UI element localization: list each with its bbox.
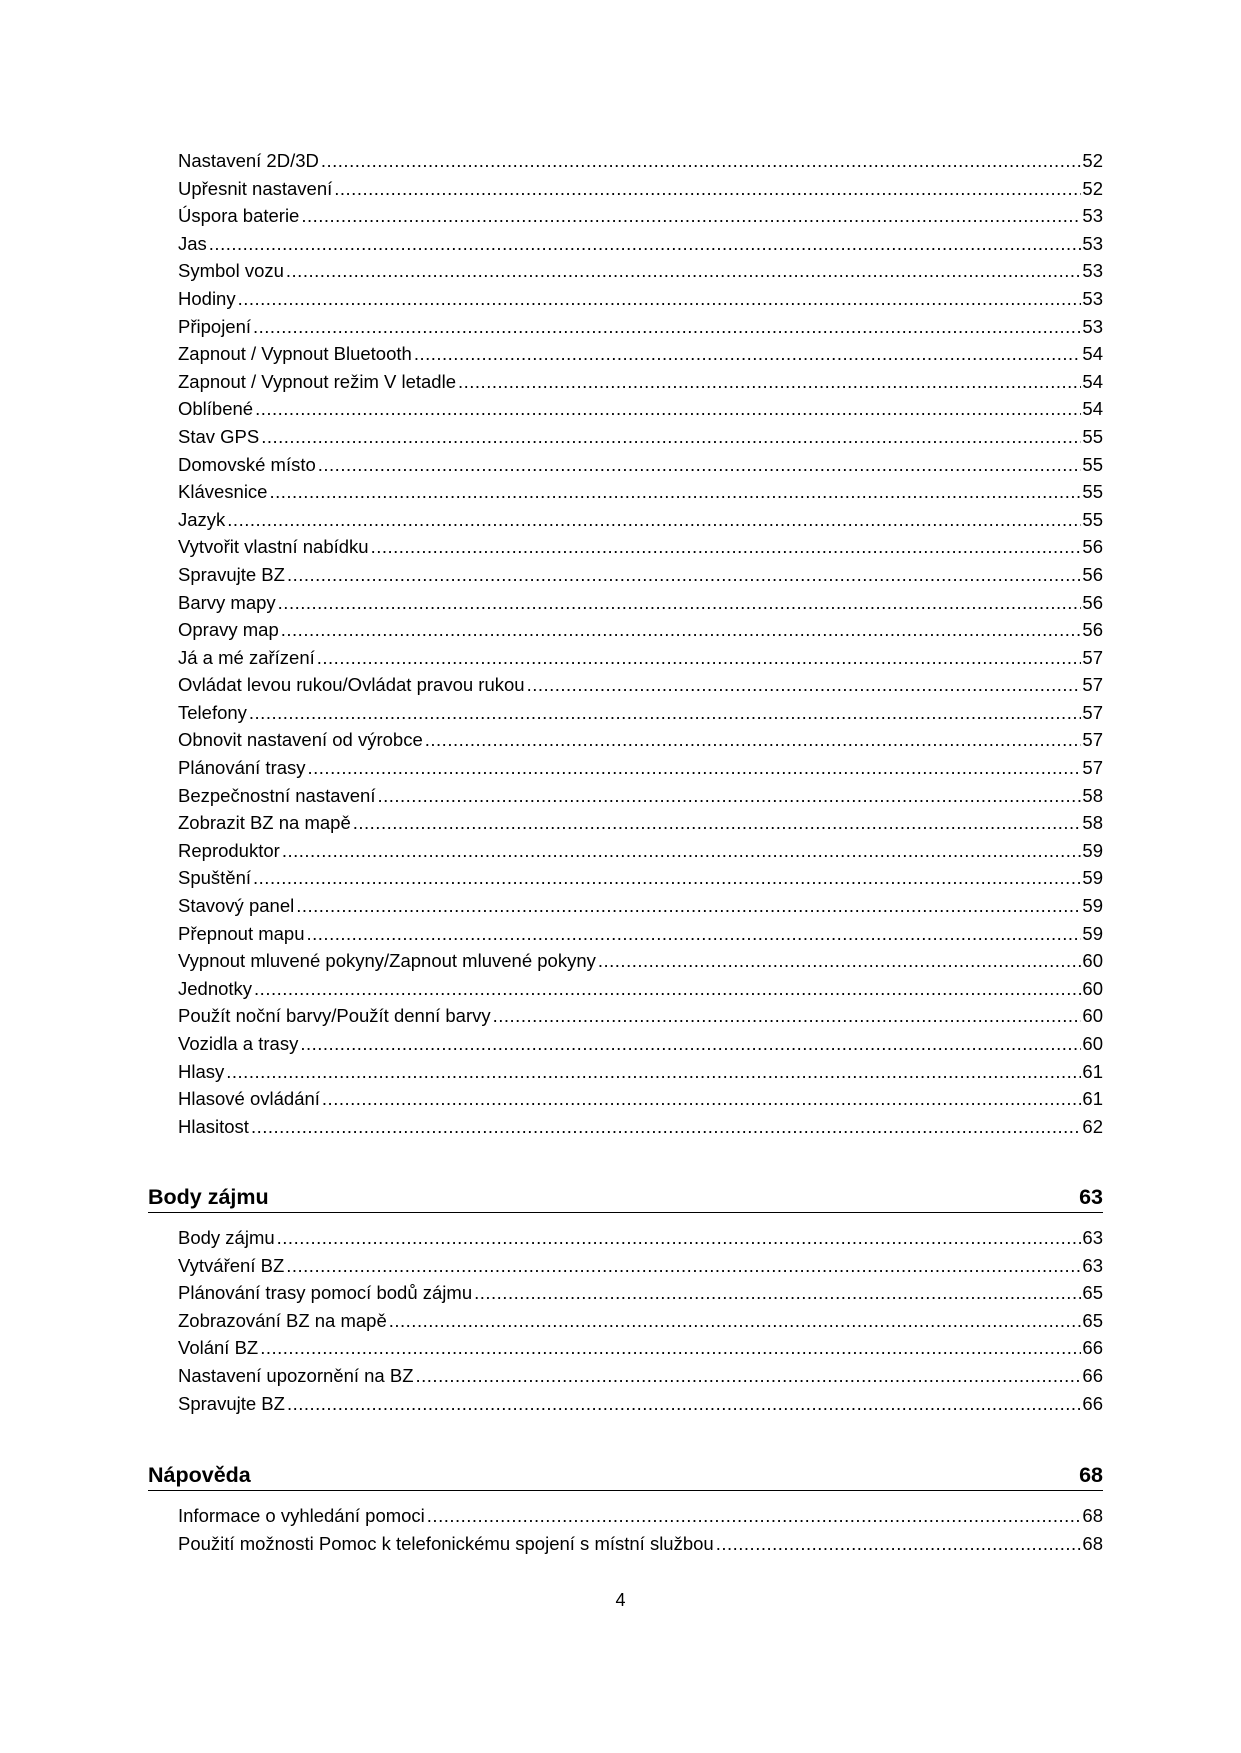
toc-entry-page: 57 [1082, 729, 1103, 751]
toc-entry-page: 56 [1082, 591, 1103, 613]
toc-entry[interactable] [178, 1307, 1103, 1335]
toc-entry[interactable] [178, 1224, 1103, 1252]
toc-entry-page: 57 [1082, 674, 1103, 696]
toc-entry-title: Bezpečnostní nastavení [178, 784, 376, 806]
dot-leader [286, 1252, 1081, 1280]
dot-leader [251, 1113, 1081, 1141]
toc-entry-page: 57 [1082, 646, 1103, 668]
toc-entry[interactable] [178, 175, 1103, 203]
toc-entry[interactable] [178, 671, 1103, 699]
toc-entry-page: 60 [1082, 950, 1103, 972]
toc-entry[interactable] [178, 1530, 1103, 1558]
toc-entry[interactable] [178, 1334, 1103, 1362]
dot-leader [278, 589, 1082, 617]
toc-entry-page: 53 [1082, 287, 1103, 309]
toc-entry-title: Body zájmu [178, 1227, 275, 1248]
dot-leader [414, 340, 1082, 368]
toc-entry[interactable] [178, 1279, 1103, 1307]
toc-entry[interactable] [178, 589, 1103, 617]
dot-leader [261, 423, 1081, 451]
toc-entry[interactable] [178, 1390, 1103, 1418]
toc-entry[interactable] [178, 754, 1103, 782]
section-heading-title: Nápověda [148, 1463, 251, 1487]
toc-entry-page: 59 [1082, 922, 1103, 944]
dot-leader [277, 1224, 1082, 1252]
toc-entry[interactable] [178, 340, 1103, 368]
toc-entry[interactable] [178, 1362, 1103, 1390]
toc-entry[interactable] [178, 1085, 1103, 1113]
toc-entry[interactable] [178, 561, 1103, 589]
toc-entry-page: 61 [1082, 1088, 1103, 1110]
toc-entry-title: Stav GPS [178, 425, 260, 447]
toc-entry-page: 52 [1082, 150, 1103, 171]
toc-entry-title: Spravujte BZ [178, 563, 285, 585]
dot-leader [318, 451, 1082, 479]
toc-entry[interactable] [178, 1030, 1103, 1058]
dot-leader [253, 313, 1081, 341]
toc-entry-title: Já a mé zařízení [178, 646, 315, 668]
toc-entry-page: 57 [1082, 757, 1103, 779]
toc-entry-page: 55 [1082, 453, 1103, 475]
toc-entry[interactable] [178, 892, 1103, 920]
dot-leader [308, 754, 1082, 782]
section-heading [148, 1453, 1103, 1491]
toc-entry-title: Plánování trasy [178, 757, 306, 779]
dot-leader [371, 533, 1082, 561]
dot-leader [321, 147, 1082, 175]
toc-entry-page: 65 [1082, 1282, 1103, 1304]
toc-entry-title: Klávesnice [178, 481, 268, 503]
toc-entry-page: 53 [1082, 260, 1103, 282]
toc-entry-title: Volání BZ [178, 1337, 259, 1359]
toc-entry-page: 55 [1082, 425, 1103, 447]
toc-entry-page: 66 [1082, 1337, 1103, 1359]
toc-entry-page: 55 [1082, 508, 1103, 530]
toc-entry-title: Telefony [178, 701, 247, 723]
toc-entry-page: 55 [1082, 481, 1103, 503]
toc-entry-page: 56 [1082, 536, 1103, 558]
toc-entry[interactable] [178, 947, 1103, 975]
toc-entry-title: Oblíbené [178, 398, 254, 420]
section-heading [148, 1175, 1103, 1213]
dot-leader [296, 892, 1081, 920]
dot-leader [281, 616, 1082, 644]
toc-entry[interactable] [178, 257, 1103, 285]
section-heading-title: Body zájmu [148, 1185, 269, 1209]
dot-leader [287, 1390, 1081, 1418]
toc-entry-title: Vypnout mluvené pokyny/Zapnout mluvené pokyny [178, 950, 596, 972]
toc-entry-title: Barvy mapy [178, 591, 276, 613]
toc-entry-page: 66 [1082, 1392, 1103, 1414]
dot-leader [260, 1334, 1081, 1362]
toc-entry-title: Hlasové ovládání [178, 1088, 320, 1110]
toc-entry[interactable] [178, 147, 1103, 175]
dot-leader [317, 644, 1082, 672]
toc-entry[interactable] [178, 478, 1103, 506]
dot-leader [458, 368, 1081, 396]
dot-leader [427, 1502, 1082, 1530]
toc-entry-title: Zobrazit BZ na mapě [178, 812, 351, 834]
toc-entry-title: Jas [178, 232, 207, 254]
dot-leader [389, 1307, 1082, 1335]
toc-entry-page: 58 [1082, 812, 1103, 834]
toc-entry-page: 53 [1082, 205, 1103, 227]
toc-entry-title: Zobrazování BZ na mapě [178, 1309, 387, 1331]
dot-leader [300, 1030, 1081, 1058]
dot-leader [527, 671, 1082, 699]
toc-list-top [178, 147, 1103, 1140]
toc-entry-page: 60 [1082, 977, 1103, 999]
toc-entry[interactable] [178, 202, 1103, 230]
toc-entry[interactable] [178, 837, 1103, 865]
toc-entry-page: 57 [1082, 701, 1103, 723]
toc-entry-title: Reproduktor [178, 839, 280, 861]
toc-entry-page: 59 [1082, 895, 1103, 917]
toc-entry[interactable] [178, 285, 1103, 313]
dot-leader [238, 285, 1082, 313]
toc-entry[interactable] [178, 864, 1103, 892]
toc-entry-title: Vozidla a trasy [178, 1033, 299, 1054]
dot-leader [716, 1530, 1082, 1558]
dot-leader [249, 699, 1082, 727]
dot-leader [254, 975, 1081, 1003]
toc-entry-title: Spuštění [178, 867, 252, 889]
section-heading-page: 68 [1079, 1463, 1103, 1487]
dot-leader [227, 506, 1081, 534]
dot-leader [253, 864, 1081, 892]
toc-entry-page: 59 [1082, 867, 1103, 889]
dot-leader [474, 1279, 1081, 1307]
toc-entry[interactable] [178, 368, 1103, 396]
toc-list-section [178, 1502, 1103, 1557]
toc-entry-title: Ovládat levou rukou/Ovládat pravou rukou [178, 674, 525, 696]
dot-leader [334, 175, 1081, 203]
toc-entry[interactable] [178, 1502, 1103, 1530]
toc-entry-title: Plánování trasy pomocí bodů zájmu [178, 1282, 473, 1304]
toc-entry[interactable] [178, 423, 1103, 451]
toc-entry-title: Domovské místo [178, 453, 316, 475]
toc-entry-title: Použití možnosti Pomoc k telefonickému spojení s místní službou [178, 1532, 714, 1554]
dot-leader [353, 809, 1082, 837]
toc-entry[interactable] [178, 533, 1103, 561]
dot-leader [416, 1362, 1082, 1390]
toc-entry-page: 66 [1082, 1364, 1103, 1386]
toc-entry-page: 56 [1082, 563, 1103, 585]
toc-entry-title: Jazyk [178, 508, 226, 530]
toc-entry-page: 56 [1082, 619, 1103, 641]
toc-entry-page: 65 [1082, 1309, 1103, 1331]
toc-entry[interactable] [178, 809, 1103, 837]
toc-entry[interactable] [178, 1002, 1103, 1030]
toc-entry-title: Vytváření BZ [178, 1254, 285, 1276]
toc-entry-title: Symbol vozu [178, 260, 284, 282]
toc-entry-page: 53 [1082, 232, 1103, 254]
toc-entry-title: Spravujte BZ [178, 1392, 285, 1414]
toc-entry-title: Upřesnit nastavení [178, 177, 333, 199]
toc-entry[interactable] [178, 1058, 1103, 1086]
dot-leader [282, 837, 1082, 865]
page-number: 4 [615, 1590, 626, 1610]
toc-entry-page: 63 [1082, 1254, 1103, 1276]
dot-leader [209, 230, 1082, 258]
toc-entry-page: 68 [1082, 1505, 1103, 1526]
dot-leader [255, 395, 1081, 423]
dot-leader [493, 1002, 1082, 1030]
dot-leader [307, 920, 1082, 948]
dot-leader [425, 726, 1082, 754]
toc-entry-page: 53 [1082, 315, 1103, 337]
toc-entry-title: Vytvořit vlastní nabídku [178, 536, 369, 558]
toc-entry-title: Informace o vyhledání pomoci [178, 1505, 425, 1526]
toc-entry[interactable] [178, 1252, 1103, 1280]
toc-entry[interactable] [178, 616, 1103, 644]
toc-entry-title: Použít noční barvy/Použít denní barvy [178, 1005, 491, 1027]
toc-entry-title: Hlasitost [178, 1115, 249, 1137]
toc-entry-page: 52 [1082, 177, 1103, 199]
dot-leader [377, 782, 1081, 810]
toc-entry[interactable] [178, 975, 1103, 1003]
toc-entry[interactable] [178, 782, 1103, 810]
dot-leader [226, 1058, 1081, 1086]
toc-entry-title: Stavový panel [178, 895, 295, 917]
toc-entry-page: 60 [1082, 1033, 1103, 1054]
toc-entry-page: 68 [1082, 1532, 1103, 1554]
toc-entry-page: 60 [1082, 1005, 1103, 1027]
toc-entry-title: Zapnout / Vypnout režim V letadle [178, 370, 456, 392]
toc-entry[interactable] [178, 699, 1103, 727]
toc-list-section [178, 1224, 1103, 1417]
toc-entry-title: Nastavení upozornění na BZ [178, 1364, 414, 1386]
dot-leader [322, 1085, 1082, 1113]
dot-leader [301, 202, 1081, 230]
toc-entry-title: Jednotky [178, 977, 253, 999]
toc-entry-page: 61 [1082, 1060, 1103, 1082]
toc-entry-page: 54 [1082, 370, 1103, 392]
toc-entry-page: 62 [1082, 1115, 1103, 1137]
toc-entry[interactable] [178, 726, 1103, 754]
section-heading-page: 63 [1079, 1185, 1103, 1209]
toc-entry[interactable] [178, 920, 1103, 948]
toc-entry-page: 63 [1082, 1227, 1103, 1248]
toc-entry-page: 58 [1082, 784, 1103, 806]
toc-entry-page: 54 [1082, 398, 1103, 420]
toc-entry[interactable] [178, 644, 1103, 672]
dot-leader [269, 478, 1081, 506]
toc-entry[interactable] [178, 506, 1103, 534]
dot-leader [286, 257, 1082, 285]
toc-entry[interactable] [178, 230, 1103, 258]
toc-entry-title: Hlasy [178, 1060, 225, 1082]
toc-entry-title: Připojení [178, 315, 252, 337]
toc-entry-title: Opravy map [178, 619, 279, 641]
toc-entry-page: 59 [1082, 839, 1103, 861]
toc-entry[interactable] [178, 313, 1103, 341]
toc-entry-title: Obnovit nastavení od výrobce [178, 729, 423, 751]
toc-entry-title: Hodiny [178, 287, 236, 309]
dot-leader [287, 561, 1081, 589]
toc-entry-title: Přepnout mapu [178, 922, 305, 944]
toc-entry-title: Zapnout / Vypnout Bluetooth [178, 343, 412, 365]
toc-entry[interactable] [178, 395, 1103, 423]
dot-leader [598, 947, 1082, 975]
toc-entry[interactable] [178, 451, 1103, 479]
toc-entry-page: 54 [1082, 343, 1103, 365]
toc-entry[interactable] [178, 1113, 1103, 1141]
toc-entry-title: Nastavení 2D/3D [178, 150, 319, 171]
toc-entry-title: Úspora baterie [178, 205, 300, 227]
